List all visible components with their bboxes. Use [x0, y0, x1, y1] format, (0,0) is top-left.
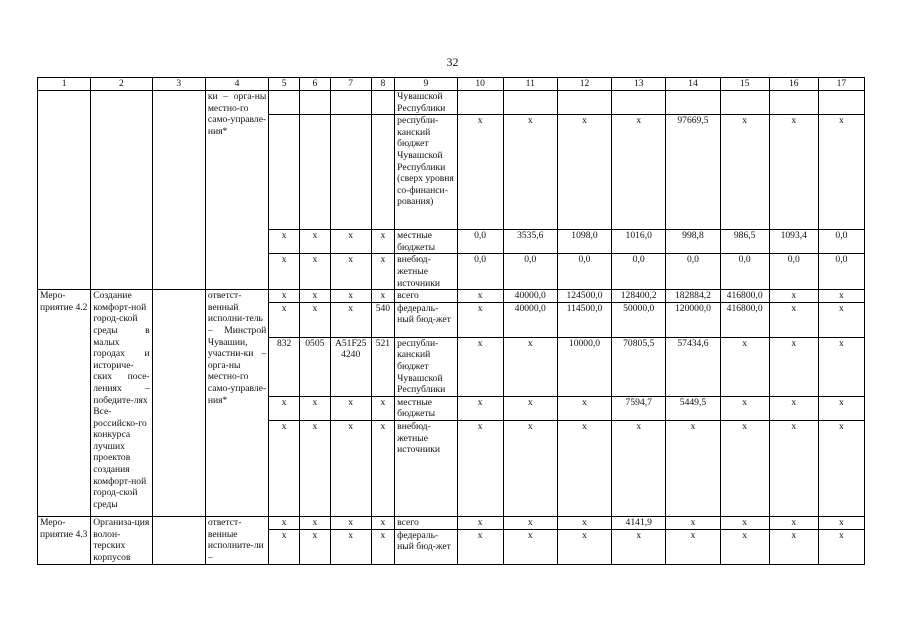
code-cell: x: [371, 290, 395, 303]
funding-source-cell: местные бюджеты: [395, 230, 457, 254]
value-cell: x: [769, 396, 818, 420]
code-cell: 832: [269, 337, 300, 396]
table-row: [38, 91, 865, 115]
value-cell: x: [666, 516, 720, 529]
value-cell: x: [612, 529, 666, 564]
header-cell: 15: [720, 78, 769, 91]
header-cell: 9: [395, 78, 457, 91]
value-cell: x: [720, 529, 769, 564]
code-cell: x: [371, 230, 395, 254]
header-cell: 16: [769, 78, 818, 91]
value-cell: x: [720, 516, 769, 529]
code-cell: x: [269, 254, 300, 290]
funding-source-cell: всего: [395, 516, 457, 529]
value-cell: 40000,0: [503, 302, 557, 337]
header-cell: 8: [371, 78, 395, 91]
value-cell: 986,5: [720, 230, 769, 254]
value-cell: x: [818, 529, 864, 564]
value-cell: 57434,6: [666, 337, 720, 396]
value-cell: x: [557, 420, 611, 516]
value-cell: 7594,7: [612, 396, 666, 420]
code-cell: x: [269, 420, 300, 516]
code-cell: x: [330, 254, 371, 290]
value-cell: 1098,0: [557, 230, 611, 254]
budget-table: [37, 77, 865, 565]
funding-source-cell: внебюд-жетные источники: [395, 420, 457, 516]
value-cell: 0,0: [666, 254, 720, 290]
value-cell: 10000,0: [557, 337, 611, 396]
value-cell: x: [769, 337, 818, 396]
code-cell: A51F25 4240: [330, 337, 371, 396]
header-cell: 17: [818, 78, 864, 91]
code-cell: 0505: [300, 337, 331, 396]
code-cell: x: [330, 290, 371, 303]
value-cell: 124500,0: [557, 290, 611, 303]
value-cell: x: [612, 115, 666, 230]
header-cell: 5: [269, 78, 300, 91]
value-cell: x: [666, 420, 720, 516]
value-cell: 97669,5: [666, 115, 720, 230]
code-cell: x: [269, 516, 300, 529]
value-cell: x: [720, 115, 769, 230]
value-cell: x: [666, 529, 720, 564]
cell-empty: [152, 516, 205, 564]
code-cell: x: [371, 396, 395, 420]
value-cell: x: [818, 420, 864, 516]
value-cell: x: [557, 529, 611, 564]
value-cell: x: [557, 115, 611, 230]
value-cell: x: [612, 420, 666, 516]
value-cell: x: [503, 396, 557, 420]
value-cell: 0,0: [769, 254, 818, 290]
value-cell: x: [457, 302, 503, 337]
funding-source-cell: республи-канский бюджет Чувашской Республики: [395, 337, 457, 396]
cell-empty: [152, 290, 205, 517]
value-cell: x: [720, 337, 769, 396]
code-cell: x: [300, 396, 331, 420]
code-cell: x: [300, 230, 331, 254]
value-cell: x: [769, 290, 818, 303]
header-cell: 11: [503, 78, 557, 91]
value-cell: 0,0: [720, 254, 769, 290]
code-cell: x: [330, 396, 371, 420]
value-cell: 0,0: [612, 254, 666, 290]
funding-source-cell: местные бюджеты: [395, 396, 457, 420]
measure-id-cell: Меро-приятие 4.3: [38, 516, 91, 564]
value-cell: 416800,0: [720, 290, 769, 303]
code-cell: x: [330, 529, 371, 564]
code-cell: x: [300, 302, 331, 337]
cell-empty: [38, 91, 91, 290]
measure-name-cell: Создание комфорт-ной город-ской среды в малых городах и историче-ских посе-лениях – победите-лях Все-российско-го конкурса лучших проектов создания комфорт-ной город-ской среды: [91, 290, 152, 517]
page-number: 32: [446, 55, 459, 69]
value-cell: 50000,0: [612, 302, 666, 337]
value-cell: 3535,6: [503, 230, 557, 254]
value-cell: 416800,0: [720, 302, 769, 337]
value-cell: 4141,9: [612, 516, 666, 529]
value-cell: 0,0: [457, 254, 503, 290]
header-cell: 2: [91, 78, 152, 91]
value-cell: x: [769, 302, 818, 337]
value-cell: x: [457, 529, 503, 564]
value-cell: 128400,2: [612, 290, 666, 303]
value-cell: 114500,0: [557, 302, 611, 337]
value-cell: 0,0: [818, 230, 864, 254]
value-cell: x: [818, 115, 864, 230]
value-cell: x: [818, 337, 864, 396]
value-cell: x: [503, 516, 557, 529]
responsible-executor-cell: ответст-венный исполни-тель – Минстрой Чувашии, участни-ки – орга-ны местно-го само-управле-ния*: [205, 290, 268, 517]
header-cell: 3: [152, 78, 205, 91]
code-cell: x: [300, 290, 331, 303]
header-cell: 13: [612, 78, 666, 91]
value-cell: x: [457, 337, 503, 396]
code-cell: x: [371, 420, 395, 516]
table-row: [38, 290, 865, 303]
value-cell: x: [457, 516, 503, 529]
responsible-executor-cell: ответст-венные исполните-ли –: [205, 516, 268, 564]
funding-source-cell: федераль-ный бюд-жет: [395, 302, 457, 337]
value-cell: 998,8: [666, 230, 720, 254]
code-cell: x: [330, 516, 371, 529]
code-cell: x: [330, 302, 371, 337]
value-cell: 0,0: [457, 230, 503, 254]
code-cell: x: [371, 529, 395, 564]
cell-empty: [91, 91, 152, 290]
value-cell: x: [503, 337, 557, 396]
responsible-executor-cell: ки – орга-ны местно-го само-управле-ния*: [205, 91, 268, 290]
value-cell: x: [769, 516, 818, 529]
value-cell: x: [818, 516, 864, 529]
header-row: [38, 78, 865, 91]
value-cell: 0,0: [503, 254, 557, 290]
value-cell: 70805,5: [612, 337, 666, 396]
value-cell: 40000,0: [503, 290, 557, 303]
code-cell: 521: [371, 337, 395, 396]
header-cell: 12: [557, 78, 611, 91]
code-cell: x: [300, 529, 331, 564]
header-cell: 14: [666, 78, 720, 91]
value-cell: 120000,0: [666, 302, 720, 337]
value-cell: x: [457, 290, 503, 303]
measure-id-cell: Меро-приятие 4.2: [38, 290, 91, 517]
code-cell: x: [300, 420, 331, 516]
code-cell: x: [269, 290, 300, 303]
value-cell: x: [457, 420, 503, 516]
code-cell: x: [300, 254, 331, 290]
value-cell: x: [720, 396, 769, 420]
value-cell: x: [503, 420, 557, 516]
value-cell: x: [818, 290, 864, 303]
header-cell: 4: [205, 78, 268, 91]
value-cell: x: [557, 396, 611, 420]
cell-empty: [152, 91, 205, 290]
value-cell: 0,0: [557, 254, 611, 290]
value-cell: x: [720, 420, 769, 516]
value-cell: x: [457, 396, 503, 420]
value-cell: 5449,5: [666, 396, 720, 420]
code-cell: x: [269, 302, 300, 337]
table-row: [38, 516, 865, 529]
code-cell: x: [269, 230, 300, 254]
funding-source-cell: республи-канский бюджет Чувашской Республики (сверх уровня со-финанси-рования): [395, 115, 457, 230]
value-cell: x: [769, 529, 818, 564]
code-cell: x: [371, 516, 395, 529]
header-cell: 6: [300, 78, 331, 91]
code-cell: x: [330, 230, 371, 254]
code-cell: x: [269, 529, 300, 564]
value-cell: x: [503, 529, 557, 564]
value-cell: 0,0: [818, 254, 864, 290]
value-cell: x: [457, 115, 503, 230]
value-cell: x: [769, 115, 818, 230]
funding-source-cell: всего: [395, 290, 457, 303]
funding-source-cell: федераль-ный бюд-жет: [395, 529, 457, 564]
funding-source-cell: внебюд-жетные источники: [395, 254, 457, 290]
code-cell: x: [300, 516, 331, 529]
value-cell: x: [818, 302, 864, 337]
header-cell: 7: [330, 78, 371, 91]
value-cell: 182884,2: [666, 290, 720, 303]
header-cell: 10: [457, 78, 503, 91]
value-cell: x: [557, 516, 611, 529]
funding-source-cell: Чувашской Республики: [395, 91, 457, 115]
code-cell: x: [269, 396, 300, 420]
value-cell: x: [769, 420, 818, 516]
code-cell: x: [371, 254, 395, 290]
code-cell: x: [330, 420, 371, 516]
value-cell: 1093,4: [769, 230, 818, 254]
measure-name-cell: Организа-ция волон-терских корпусов: [91, 516, 152, 564]
value-cell: 1016,0: [612, 230, 666, 254]
value-cell: x: [503, 115, 557, 230]
value-cell: x: [818, 396, 864, 420]
header-cell: 1: [38, 78, 91, 91]
code-cell: 540: [371, 302, 395, 337]
